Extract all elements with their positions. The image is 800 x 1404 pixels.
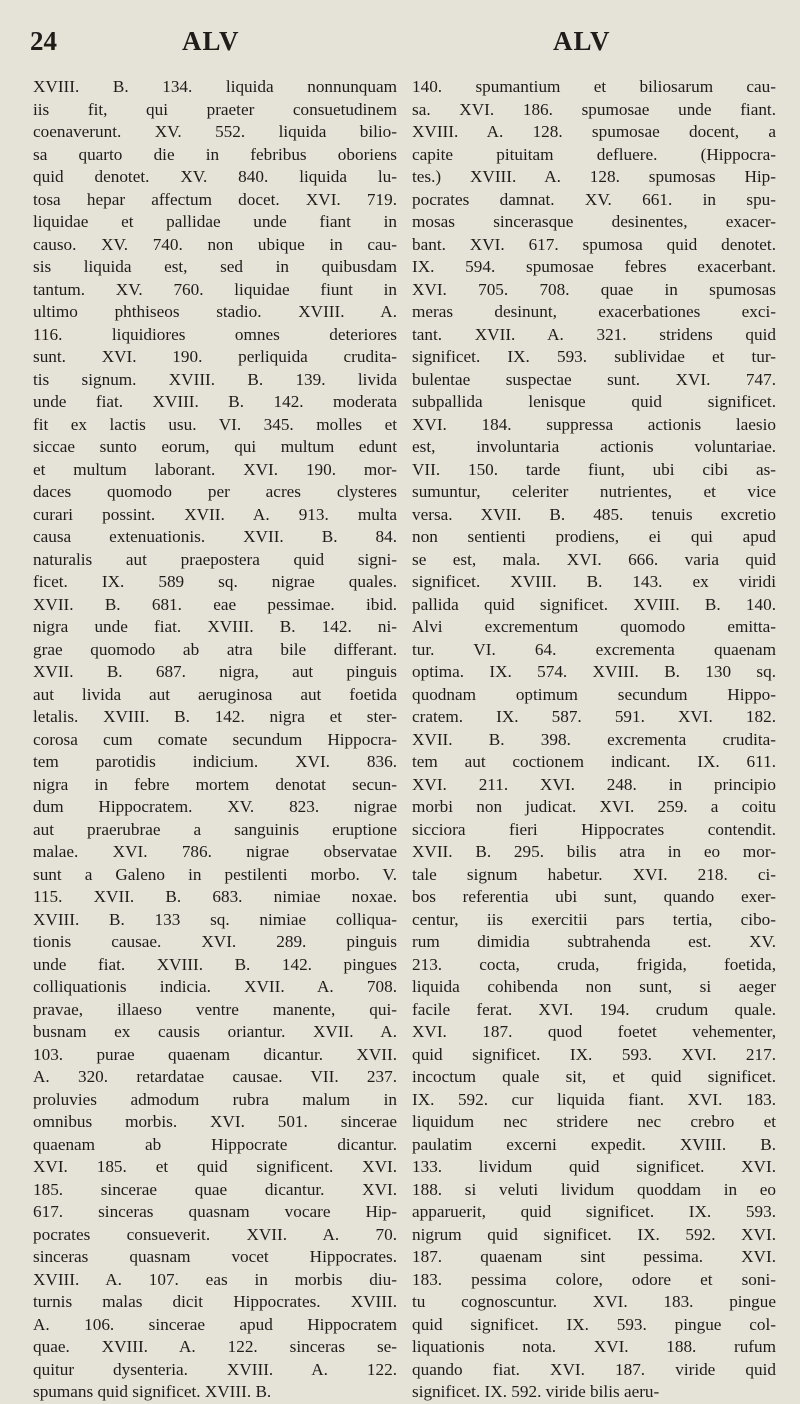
text-line: facile ferat. XVI. 194. crudum quale. bbox=[412, 999, 776, 1019]
text-line: se est, mala. XVI. 666. varia quid bbox=[412, 549, 776, 569]
text-line: 188. si veluti lividum quoddam in eo bbox=[412, 1179, 776, 1199]
text-line: IX. 594. spumosae febres exacerbant. bbox=[412, 257, 776, 276]
text-line: sunt. XVI. 190. perliquida crudita- bbox=[33, 347, 397, 366]
text-line: versa. XVII. B. 485. tenuis excretio bbox=[412, 504, 776, 524]
text-line: causo. XV. 740. non ubique in cau- bbox=[33, 234, 397, 254]
text-line: sa quarto die in febribus oboriens bbox=[33, 144, 397, 164]
text-line: non sentienti prodiens, ei qui apud bbox=[412, 527, 776, 546]
text-line: XVI. 705. 708. quae in spumosas bbox=[412, 279, 776, 299]
text-column-left bbox=[33, 76, 397, 1404]
text-line: unde fiat. XVIII. B. 142. moderata bbox=[33, 392, 397, 411]
text-line: 115. XVII. B. 683. nimiae noxae. bbox=[33, 887, 397, 906]
text-line: XVIII. A. 128. spumosae docent, a bbox=[412, 122, 776, 141]
text-line: subpallida lenisque quid significet. bbox=[412, 392, 776, 411]
text-line: tu cognoscuntur. XVI. 183. pingue bbox=[412, 1292, 776, 1311]
text-line: quaenam ab Hippocrate dicantur. bbox=[33, 1134, 397, 1154]
text-line: busnam ex causis oriantur. XVII. A. bbox=[33, 1022, 397, 1041]
text-line: tis signum. XVIII. B. 139. livida bbox=[33, 369, 397, 389]
text-line: 183. pessima colore, odore et soni- bbox=[412, 1269, 776, 1289]
text-line: corosa cum comate secundum Hippocra- bbox=[33, 729, 397, 749]
text-line: tosa hepar affectum docet. XVI. 719. bbox=[33, 189, 397, 209]
text-line: incoctum quale sit, et quid significet. bbox=[412, 1067, 776, 1086]
text-line: Alvi excrementum quomodo emitta- bbox=[412, 617, 776, 636]
text-line: sa. XVI. 186. spumosae unde fiant. bbox=[412, 99, 776, 119]
text-line: 103. purae quaenam dicantur. XVII. bbox=[33, 1044, 397, 1064]
text-line: 140. spumantium et biliosarum cau- bbox=[412, 77, 776, 96]
text-line: pallida quid significet. XVIII. B. 140. bbox=[412, 594, 776, 614]
text-line: tale signum habetur. XVI. 218. ci- bbox=[412, 864, 776, 884]
text-line: pravae, illaeso ventre manente, qui- bbox=[33, 999, 397, 1019]
text-line: pocrates damnat. XV. 661. in spu- bbox=[412, 189, 776, 209]
text-line: liquida cohibenda non sunt, si aeger bbox=[412, 977, 776, 996]
text-line: XVII. B. 681. eae pessimae. ibid. bbox=[33, 594, 397, 614]
text-line: tem parotidis indicium. XVI. 836. bbox=[33, 752, 397, 771]
text-line: causa extenuationis. XVII. B. 84. bbox=[33, 527, 397, 546]
text-line: est, involuntaria actionis voluntariae. bbox=[412, 437, 776, 456]
text-line: ficet. IX. 589 sq. nigrae quales. bbox=[33, 572, 397, 591]
text-line: tur. VI. 64. excrementa quaenam bbox=[412, 639, 776, 659]
text-line: centur, iis exercitii pars tertia, cibo- bbox=[412, 909, 776, 929]
text-line: quitur dysenteria. XVIII. A. 122. bbox=[33, 1359, 397, 1379]
text-line: bant. XVI. 617. spumosa quid denotet. bbox=[412, 234, 776, 254]
text-line: significet. IX. 592. viride bilis aeru- bbox=[412, 1382, 660, 1401]
text-line: liquationis nota. XVI. 188. rufum bbox=[412, 1337, 776, 1356]
text-line: quando fiat. XVI. 187. viride quid bbox=[412, 1359, 776, 1379]
text-line: meras desinunt, exacerbationes exci- bbox=[412, 302, 776, 321]
text-line: sinceras quasnam vocet Hippocrates. bbox=[33, 1247, 397, 1266]
text-line: unde fiat. XVIII. B. 142. pingues bbox=[33, 954, 397, 974]
text-line: pocrates consueverit. XVII. A. 70. bbox=[33, 1224, 397, 1244]
text-line: XVII. B. 687. nigra, aut pinguis bbox=[33, 662, 397, 681]
text-line: paulatim excerni expedit. XVIII. B. bbox=[412, 1134, 776, 1154]
text-line: XVI. 187. quod foetet vehementer, bbox=[412, 1022, 776, 1041]
text-line: mosas sincerasque desinentes, exacer- bbox=[412, 212, 776, 231]
text-line: morbi non judicat. XVI. 259. a coitu bbox=[412, 797, 776, 816]
text-line: sumuntur, celeriter nutrientes, et vice bbox=[412, 482, 776, 501]
text-line: turnis malas dicit Hippocrates. XVIII. bbox=[33, 1292, 397, 1311]
text-line: 116. liquidiores omnes deteriores bbox=[33, 324, 397, 344]
text-line: coenaverunt. XV. 552. liquida bilio- bbox=[33, 122, 397, 141]
text-line: XVIII. B. 133 sq. nimiae colliqua- bbox=[33, 909, 397, 929]
text-line: XVIII. A. 107. eas in morbis diu- bbox=[33, 1269, 397, 1289]
text-line: bulentae suspectae sunt. XVI. 747. bbox=[412, 369, 776, 389]
text-line: IX. 592. cur liquida fiant. XVI. 183. bbox=[412, 1089, 776, 1109]
text-line: iis fit, qui praeter consuetudinem bbox=[33, 99, 397, 119]
text-line: 617. sinceras quasnam vocare Hip- bbox=[33, 1202, 397, 1221]
text-line: XVI. 184. suppressa actionis laesio bbox=[412, 414, 776, 434]
text-line: cratem. IX. 587. 591. XVI. 182. bbox=[412, 707, 776, 726]
text-line: sunt a Galeno in pestilenti morbo. V. bbox=[33, 864, 397, 884]
text-line: 213. cocta, cruda, frigida, foetida, bbox=[412, 954, 776, 974]
text-line: 187. quaenam sint pessima. XVI. bbox=[412, 1247, 776, 1266]
text-line: 133. lividum quid significet. XVI. bbox=[412, 1157, 776, 1176]
page-header bbox=[0, 22, 800, 66]
text-line: nigrum quid significet. IX. 592. XVI. bbox=[412, 1224, 776, 1244]
text-line: ultimo phthiseos stadio. XVIII. A. bbox=[33, 302, 397, 321]
text-line: tantum. XV. 760. liquidae fiunt in bbox=[33, 279, 397, 299]
text-line: VII. 150. tarde fiunt, ubi cibi as- bbox=[412, 459, 776, 479]
page-number: 24 bbox=[30, 26, 57, 56]
text-line: aut livida aut aeruginosa aut foetida bbox=[33, 684, 397, 704]
text-line: tes.) XVIII. A. 128. spumosas Hip- bbox=[412, 167, 776, 186]
text-line: quae. XVIII. A. 122. sinceras se- bbox=[33, 1337, 397, 1356]
running-head-left: ALV bbox=[182, 26, 240, 56]
text-line: tionis causae. XVI. 289. pinguis bbox=[33, 932, 397, 951]
text-line: A. 320. retardatae causae. VII. 237. bbox=[33, 1067, 397, 1086]
text-line: nigra in febre mortem denotat secun- bbox=[33, 774, 397, 794]
text-line: quid significet. IX. 593. pingue col- bbox=[412, 1314, 776, 1334]
text-line: XVII. B. 295. bilis atra in eo mor- bbox=[412, 842, 776, 861]
text-line: rum dimidia subtrahenda est. XV. bbox=[412, 932, 776, 951]
text-line: grae quomodo ab atra bile differant. bbox=[33, 639, 397, 659]
text-line: omnibus morbis. XVI. 501. sincerae bbox=[33, 1112, 397, 1131]
text-line: nigra unde fiat. XVIII. B. 142. ni- bbox=[33, 617, 397, 636]
running-head-right: ALV bbox=[553, 26, 611, 56]
text-line: liquidum nec stridere nec crebro et bbox=[412, 1112, 776, 1131]
text-line: colliquationis indicia. XVII. A. 708. bbox=[33, 977, 397, 996]
text-line: quid significet. IX. 593. XVI. 217. bbox=[412, 1044, 776, 1064]
text-line: spumans quid significet. XVIII. B. bbox=[33, 1382, 272, 1401]
text-line: malae. XVI. 786. nigrae observatae bbox=[33, 842, 397, 861]
text-line: proluvies admodum rubra malum in bbox=[33, 1089, 397, 1109]
text-line: XVI. 185. et quid significent. XVI. bbox=[33, 1157, 397, 1176]
text-line: curari possint. XVII. A. 913. multa bbox=[33, 504, 397, 524]
text-line: tem aut coctionem indicant. IX. 611. bbox=[412, 752, 776, 771]
text-line: quid denotet. XV. 840. liquida lu- bbox=[33, 167, 397, 186]
text-line: fit ex lactis usu. VI. 345. molles et bbox=[33, 414, 397, 434]
text-line: siccae sunto eorum, qui multum edunt bbox=[33, 437, 397, 456]
text-line: optima. IX. 574. XVIII. B. 130 sq. bbox=[412, 662, 776, 681]
text-line: dum Hippocratem. XV. 823. nigrae bbox=[33, 797, 397, 816]
text-line: XVIII. B. 134. liquida nonnunquam bbox=[33, 77, 397, 96]
text-line: et multum laborant. XVI. 190. mor- bbox=[33, 459, 397, 479]
text-line: apparuerit, quid significet. IX. 593. bbox=[412, 1202, 776, 1221]
text-column-right bbox=[412, 76, 776, 1404]
text-line: A. 106. sincerae apud Hippocratem bbox=[33, 1314, 397, 1334]
text-line: bos referentia ubi sunt, quando exer- bbox=[412, 887, 776, 906]
text-line: liquidae et pallidae unde fiant in bbox=[33, 212, 397, 231]
text-line: letalis. XVIII. B. 142. nigra et ster- bbox=[33, 707, 397, 726]
text-line: significet. IX. 593. sublividae et tur- bbox=[412, 347, 776, 366]
text-line: sicciora fieri Hippocrates contendit. bbox=[412, 819, 776, 839]
text-line: naturalis aut praepostera quid signi- bbox=[33, 549, 397, 569]
text-line: capite pituitam defluere. (Hippocra- bbox=[412, 144, 776, 164]
text-line: sis liquida est, sed in quibusdam bbox=[33, 257, 397, 276]
text-line: aut praerubrae a sanguinis eruptione bbox=[33, 819, 397, 839]
text-line: daces quomodo per acres clysteres bbox=[33, 482, 397, 501]
text-line: tant. XVII. A. 321. stridens quid bbox=[412, 324, 776, 344]
text-line: significet. XVIII. B. 143. ex viridi bbox=[412, 572, 776, 591]
text-line: XVII. B. 398. excrementa crudita- bbox=[412, 729, 776, 749]
text-line: XVI. 211. XVI. 248. in principio bbox=[412, 774, 776, 794]
text-line: quodnam optimum secundum Hippo- bbox=[412, 684, 776, 704]
text-line: 185. sincerae quae dicantur. XVI. bbox=[33, 1179, 397, 1199]
